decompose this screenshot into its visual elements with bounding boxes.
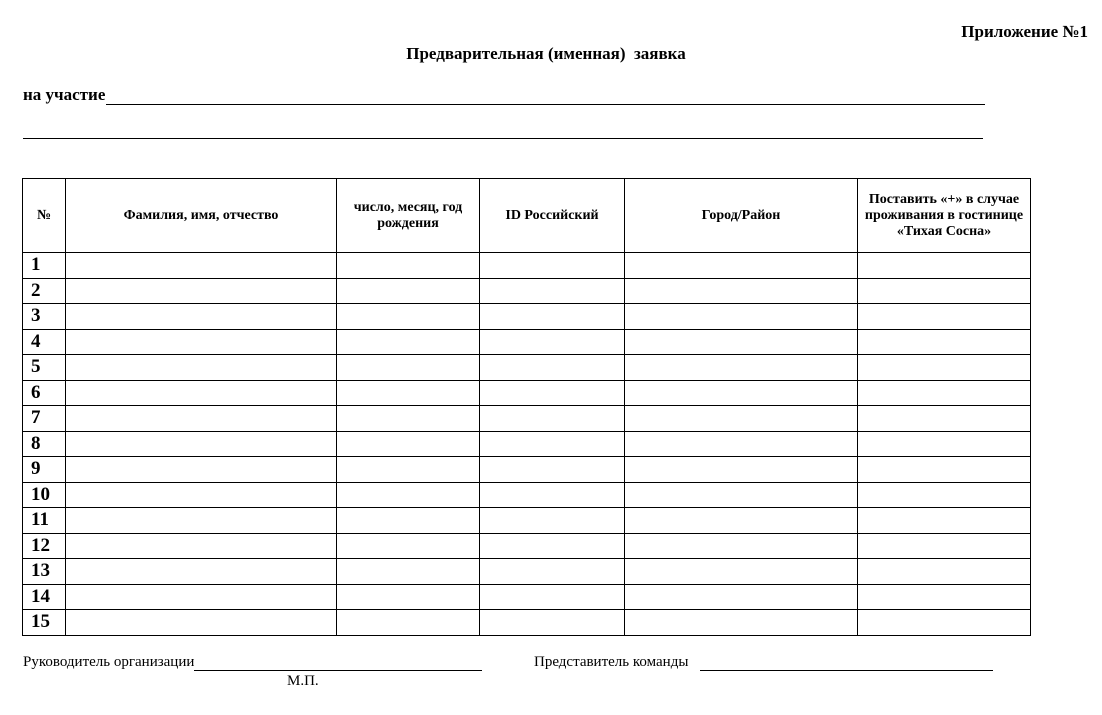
city-cell[interactable]	[625, 431, 858, 457]
city-cell[interactable]	[625, 304, 858, 330]
city-cell[interactable]	[625, 610, 858, 636]
table-row	[23, 482, 1031, 508]
birth-date-cell[interactable]	[337, 482, 480, 508]
city-cell[interactable]	[625, 457, 858, 483]
hotel-cell[interactable]	[858, 406, 1031, 432]
city-cell[interactable]	[625, 253, 858, 279]
hotel-cell[interactable]	[858, 610, 1031, 636]
city-cell[interactable]	[625, 559, 858, 585]
full-name-cell[interactable]	[66, 584, 337, 610]
id-cell[interactable]	[480, 482, 625, 508]
full-name-cell[interactable]	[66, 508, 337, 534]
row-number: 15	[23, 610, 66, 636]
team-rep-signature-line[interactable]	[700, 654, 993, 671]
city-cell[interactable]	[625, 380, 858, 406]
id-cell[interactable]	[480, 253, 625, 279]
row-number: 14	[23, 584, 66, 610]
city-cell[interactable]	[625, 584, 858, 610]
hotel-cell[interactable]	[858, 508, 1031, 534]
org-head-signature-line[interactable]	[194, 654, 482, 671]
full-name-cell[interactable]	[66, 431, 337, 457]
full-name-cell[interactable]	[66, 380, 337, 406]
participation-field	[23, 85, 985, 105]
id-cell[interactable]	[480, 584, 625, 610]
full-name-cell[interactable]	[66, 559, 337, 585]
participation-fill-line[interactable]	[106, 86, 985, 105]
id-cell[interactable]	[480, 355, 625, 381]
hotel-cell[interactable]	[858, 533, 1031, 559]
birth-date-cell[interactable]	[337, 253, 480, 279]
table-row	[23, 610, 1031, 636]
birth-date-cell[interactable]	[337, 431, 480, 457]
table-row	[23, 533, 1031, 559]
row-number: 7	[23, 406, 66, 432]
row-number: 6	[23, 380, 66, 406]
full-name-cell[interactable]	[66, 457, 337, 483]
birth-date-cell[interactable]	[337, 584, 480, 610]
col-header-birth-date: число, месяц, год рождения	[337, 179, 480, 253]
table-row	[23, 253, 1031, 279]
id-cell[interactable]	[480, 431, 625, 457]
birth-date-cell[interactable]	[337, 457, 480, 483]
birth-date-cell[interactable]	[337, 533, 480, 559]
city-cell[interactable]	[625, 508, 858, 534]
row-number: 3	[23, 304, 66, 330]
birth-date-cell[interactable]	[337, 508, 480, 534]
full-name-cell[interactable]	[66, 482, 337, 508]
row-number: 1	[23, 253, 66, 279]
col-header-number: №	[23, 179, 66, 253]
table-row	[23, 584, 1031, 610]
table-body	[23, 253, 1031, 636]
hotel-cell[interactable]	[858, 355, 1031, 381]
row-number: 11	[23, 508, 66, 534]
stamp-label: М.П.	[287, 673, 319, 689]
row-number: 8	[23, 431, 66, 457]
city-cell[interactable]	[625, 533, 858, 559]
table-row	[23, 508, 1031, 534]
hotel-cell[interactable]	[858, 584, 1031, 610]
id-cell[interactable]	[480, 406, 625, 432]
row-number: 4	[23, 329, 66, 355]
full-name-cell[interactable]	[66, 278, 337, 304]
id-cell[interactable]	[480, 610, 625, 636]
id-cell[interactable]	[480, 380, 625, 406]
table-row	[23, 559, 1031, 585]
city-cell[interactable]	[625, 278, 858, 304]
row-number: 2	[23, 278, 66, 304]
full-name-cell[interactable]	[66, 355, 337, 381]
hotel-cell[interactable]	[858, 482, 1031, 508]
hotel-cell[interactable]	[858, 380, 1031, 406]
id-cell[interactable]	[480, 278, 625, 304]
col-header-hotel: Поставить «+» в случае проживания в гостинице «Тихая Сосна»	[858, 179, 1031, 253]
hotel-cell[interactable]	[858, 559, 1031, 585]
full-name-cell[interactable]	[66, 253, 337, 279]
birth-date-cell[interactable]	[337, 406, 480, 432]
id-cell[interactable]	[480, 559, 625, 585]
document-title: Предварительная (именная) заявка	[406, 44, 686, 63]
hotel-cell[interactable]	[858, 431, 1031, 457]
id-cell[interactable]	[480, 457, 625, 483]
city-cell[interactable]	[625, 329, 858, 355]
hotel-cell[interactable]	[858, 278, 1031, 304]
full-name-cell[interactable]	[66, 610, 337, 636]
birth-date-cell[interactable]	[337, 559, 480, 585]
city-cell[interactable]	[625, 406, 858, 432]
full-name-cell[interactable]	[66, 329, 337, 355]
birth-date-cell[interactable]	[337, 304, 480, 330]
id-cell[interactable]	[480, 533, 625, 559]
city-cell[interactable]	[625, 482, 858, 508]
col-header-id: ID Российский	[480, 179, 625, 253]
row-number: 9	[23, 457, 66, 483]
hotel-cell[interactable]	[858, 304, 1031, 330]
hotel-cell[interactable]	[858, 457, 1031, 483]
participants-table	[22, 178, 1031, 636]
birth-date-cell[interactable]	[337, 380, 480, 406]
org-head-signature	[23, 654, 482, 671]
table-row	[23, 457, 1031, 483]
id-cell[interactable]	[480, 508, 625, 534]
row-number: 10	[23, 482, 66, 508]
full-name-cell[interactable]	[66, 533, 337, 559]
birth-date-cell[interactable]	[337, 355, 480, 381]
full-name-cell[interactable]	[66, 406, 337, 432]
team-rep-signature	[534, 654, 993, 671]
col-header-full-name: Фамилия, имя, отчество	[66, 179, 337, 253]
table-row	[23, 278, 1031, 304]
org-head-label: Руководитель организации	[23, 654, 195, 670]
col-header-city: Город/Район	[625, 179, 858, 253]
birth-date-cell[interactable]	[337, 329, 480, 355]
birth-date-cell[interactable]	[337, 278, 480, 304]
appendix-label: Приложение №1	[961, 22, 1088, 41]
table-row	[23, 304, 1031, 330]
hotel-cell[interactable]	[858, 253, 1031, 279]
hotel-cell[interactable]	[858, 329, 1031, 355]
id-cell[interactable]	[480, 329, 625, 355]
participation-fill-line-2[interactable]	[23, 138, 983, 139]
birth-date-cell[interactable]	[337, 610, 480, 636]
city-cell[interactable]	[625, 355, 858, 381]
table-row	[23, 329, 1031, 355]
participation-label: на участие	[23, 85, 106, 104]
row-number: 5	[23, 355, 66, 381]
id-cell[interactable]	[480, 304, 625, 330]
table-row	[23, 355, 1031, 381]
team-rep-label: Представитель команды	[534, 654, 689, 670]
full-name-cell[interactable]	[66, 304, 337, 330]
table-row	[23, 431, 1031, 457]
table-row	[23, 406, 1031, 432]
table-header-row	[23, 179, 1031, 253]
row-number: 12	[23, 533, 66, 559]
row-number: 13	[23, 559, 66, 585]
table-row	[23, 380, 1031, 406]
